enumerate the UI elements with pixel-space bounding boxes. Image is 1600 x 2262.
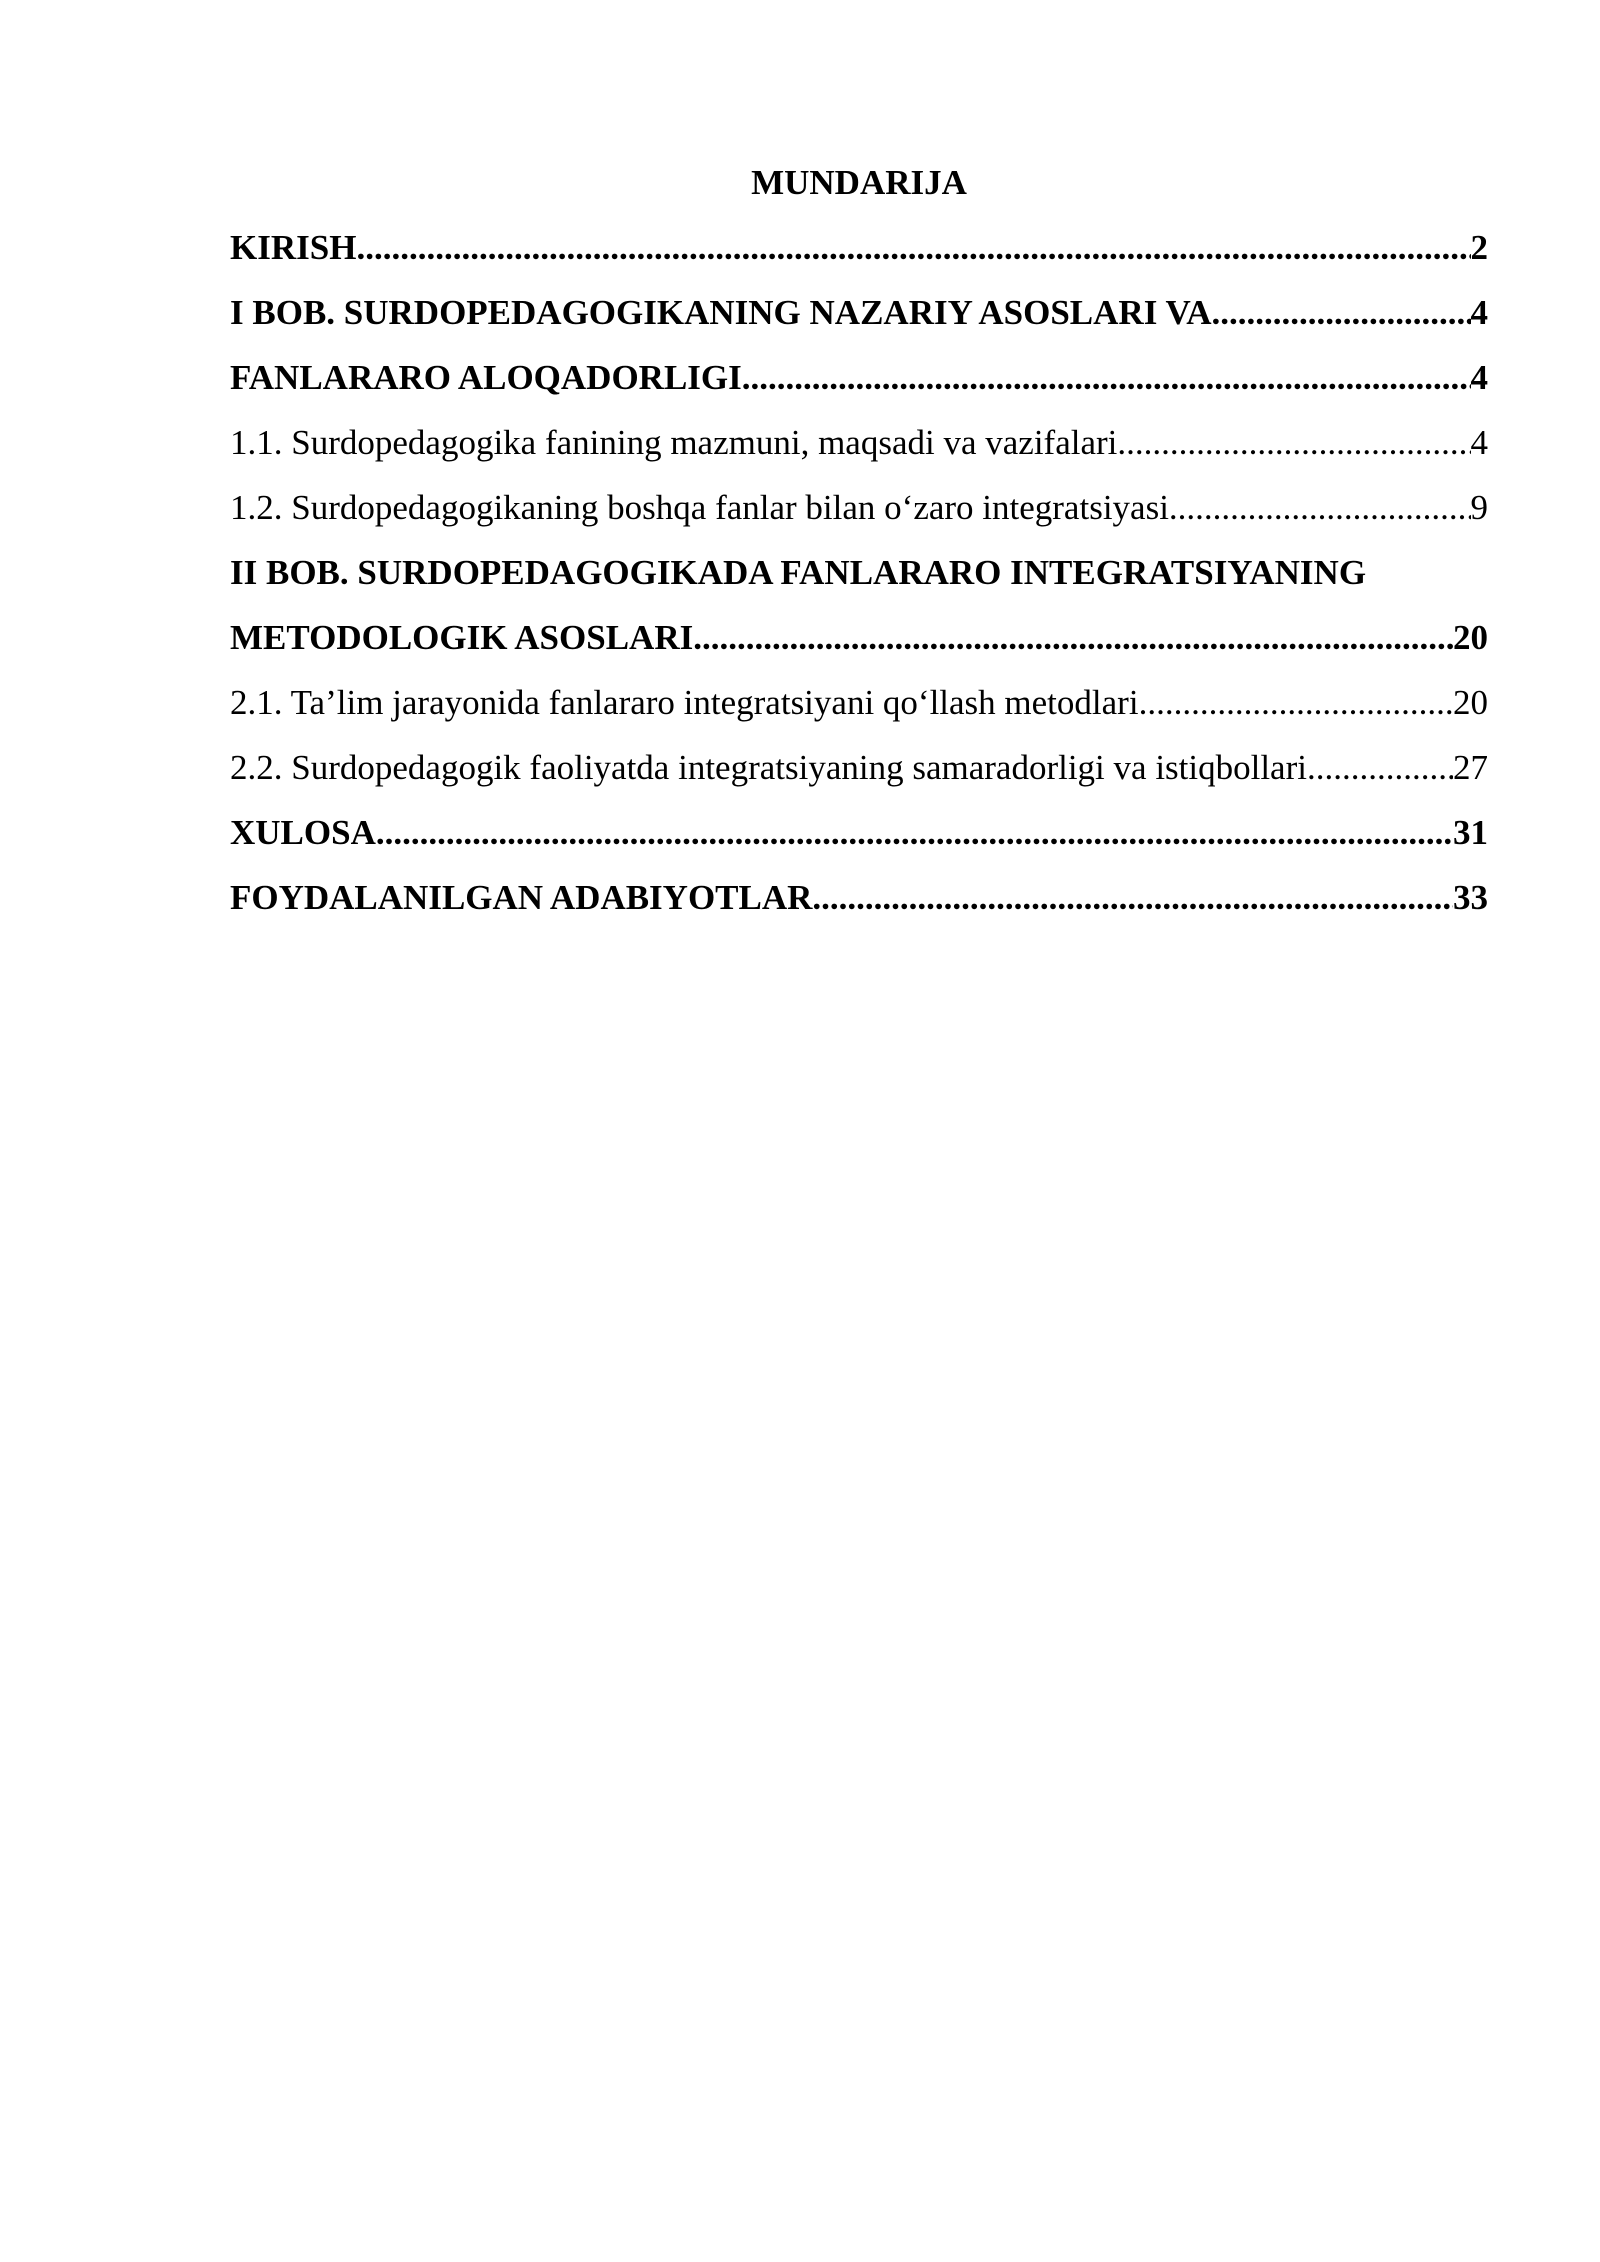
toc-dot-leader bbox=[1169, 475, 1471, 540]
toc-entry[interactable] bbox=[230, 410, 1488, 475]
toc-entry-label: 2.2. Surdopedagogik faoliyatda integratsiyaning samaradorligi va istiqbollari bbox=[230, 748, 1307, 787]
toc-entry-page: 27 bbox=[1453, 748, 1488, 787]
toc-dot-leader bbox=[742, 345, 1471, 410]
toc-entry[interactable] bbox=[230, 280, 1488, 345]
toc-entry[interactable] bbox=[230, 605, 1488, 670]
toc-entry[interactable] bbox=[230, 215, 1488, 280]
toc-entry[interactable] bbox=[230, 475, 1488, 540]
toc-dot-leader bbox=[812, 865, 1453, 930]
toc-entry-label: METODOLOGIK ASOSLARI bbox=[230, 618, 694, 657]
toc-entry-label: FOYDALANILGAN ADABIYOTLAR bbox=[230, 878, 813, 917]
toc-entry[interactable] bbox=[230, 800, 1488, 865]
toc-dot-leader bbox=[1139, 670, 1453, 735]
toc-entry-label: 2.1. Ta’lim jarayonida fanlararo integratsiyani qo‘llash metodlari bbox=[230, 683, 1139, 722]
toc-entry-label: FANLARARO ALOQADORLIGI bbox=[230, 358, 742, 397]
toc-entry[interactable] bbox=[230, 540, 1488, 605]
toc-dot-leader bbox=[1117, 410, 1470, 475]
toc-dot-leader bbox=[356, 215, 1470, 280]
toc-dot-leader bbox=[1307, 735, 1453, 800]
toc-dot-leader bbox=[1212, 280, 1471, 345]
toc-entry-page: 4 bbox=[1470, 358, 1488, 397]
toc-entry-label: KIRISH bbox=[230, 228, 357, 267]
toc-entry[interactable] bbox=[230, 670, 1488, 735]
toc-list bbox=[230, 215, 1488, 930]
table-of-contents bbox=[230, 150, 1488, 930]
toc-entry[interactable] bbox=[230, 735, 1488, 800]
toc-entry-label: 1.2. Surdopedagogikaning boshqa fanlar bilan o‘zaro integratsiyasi bbox=[230, 488, 1169, 527]
toc-entry-label: XULOSA bbox=[230, 813, 376, 852]
toc-title: MUNDARIJA bbox=[751, 163, 967, 202]
toc-entry-label: I BOB. SURDOPEDAGOGIKANING NAZARIY ASOSLARI VA bbox=[230, 293, 1212, 332]
toc-entry[interactable] bbox=[230, 865, 1488, 930]
toc-entry-page: 2 bbox=[1470, 228, 1488, 267]
toc-dot-leader bbox=[376, 800, 1453, 865]
toc-entry-page: 20 bbox=[1453, 683, 1488, 722]
toc-dot-leader bbox=[693, 605, 1453, 670]
toc-entry-page: 9 bbox=[1470, 488, 1488, 527]
toc-entry-page: 4 bbox=[1470, 423, 1488, 462]
toc-entry[interactable] bbox=[230, 345, 1488, 410]
toc-entry-page: 33 bbox=[1453, 878, 1488, 917]
toc-entry-page: 20 bbox=[1453, 618, 1488, 657]
toc-entry-label: 1.1. Surdopedagogika fanining mazmuni, maqsadi va vazifalari bbox=[230, 423, 1118, 462]
toc-entry-label: II BOB. SURDOPEDAGOGIKADA FANLARARO INTEGRATSIYANING bbox=[230, 553, 1367, 592]
toc-entry-page: 31 bbox=[1453, 813, 1488, 852]
toc-entry-page: 4 bbox=[1470, 293, 1488, 332]
